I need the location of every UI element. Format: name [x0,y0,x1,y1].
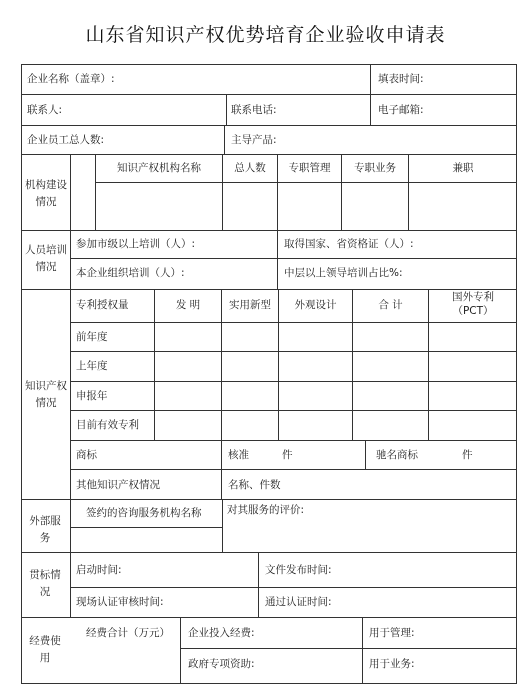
funding-section-label: 经费使用 [29,635,61,664]
training-section-label: 人员培训情况 [25,244,67,273]
ip-section-label: 知识产权情况 [25,380,67,409]
ip-header-foreign: 国外专利 [452,291,494,303]
form-title: 山东省知识产权优势培育企业验收申请表 [85,24,446,46]
ip-header-invention: 发 明 [175,299,201,311]
famous-trademark-unit: 件 [462,449,473,461]
start-time-label: 启动时间: [76,564,122,576]
ip-header-design: 外观设计 [294,299,337,311]
ip-header-pct: （PCT） [452,305,494,317]
funding-total-label: 经费合计（万元） [86,627,170,639]
doc-time-label: 文件发布时间: [265,564,332,576]
trademark-label: 商标 [76,449,97,461]
standard-section-label: 贯标情况 [29,569,61,598]
certificates-label: 取得国家、省资格证（人）: [284,238,414,250]
management-use-label: 用于管理: [369,627,415,639]
city-training-label: 参加市级以上培训（人）: [76,238,196,250]
service-section-label: 外部服务 [29,515,61,544]
email-label: 电子邮箱: [378,104,424,116]
ip-row-last-year: 上年度 [76,360,108,372]
staff-total-label: 企业员工总人数: [27,134,105,146]
institution-header-name: 知识产权机构名称 [117,162,201,174]
contact-phone-label: 联系电话: [231,104,277,116]
ip-header-utility: 实用新型 [229,299,271,311]
ip-row-two-years-ago: 前年度 [76,331,108,343]
approved-unit: 件 [282,449,293,461]
ip-header-total: 合 计 [378,299,403,311]
ip-header-patents: 专利授权量 [76,299,129,311]
institution-header-total: 总人数 [234,162,266,174]
contact-label: 联系人: [27,104,63,116]
internal-training-label: 本企业组织培训（人）: [76,267,185,279]
audit-time-label: 现场认证审核时间: [76,596,164,608]
contracted-service-label: 签约的咨询服务机构名称 [86,507,202,519]
name-count-label: 名称、件数 [228,479,281,491]
ip-row-application-year: 申报年 [76,390,108,402]
service-evaluation-label: 对其服务的评价: [227,504,305,516]
fill-time-label: 填表时间: [378,73,424,85]
main-products-label: 主导产品: [231,134,277,146]
pass-time-label: 通过认证时间: [265,596,332,608]
business-use-label: 用于业务: [369,658,415,670]
enterprise-funding-label: 企业投入经费: [188,627,255,639]
leader-ratio-label: 中层以上领导培训占比%: [284,267,403,279]
ip-row-valid-patents: 目前有效专利 [76,419,139,431]
approved-label: 核准 [228,449,249,461]
famous-trademark-label: 驰名商标 [376,449,418,461]
institution-section-label: 机构建设情况 [25,179,67,208]
other-ip-label: 其他知识产权情况 [76,479,160,491]
institution-header-mgmt: 专职管理 [288,162,331,174]
company-name-label: 企业名称（盖章）: [27,73,115,85]
government-funding-label: 政府专项资助: [188,658,255,670]
institution-header-parttime: 兼职 [452,162,474,174]
institution-header-business: 专职业务 [354,162,396,174]
